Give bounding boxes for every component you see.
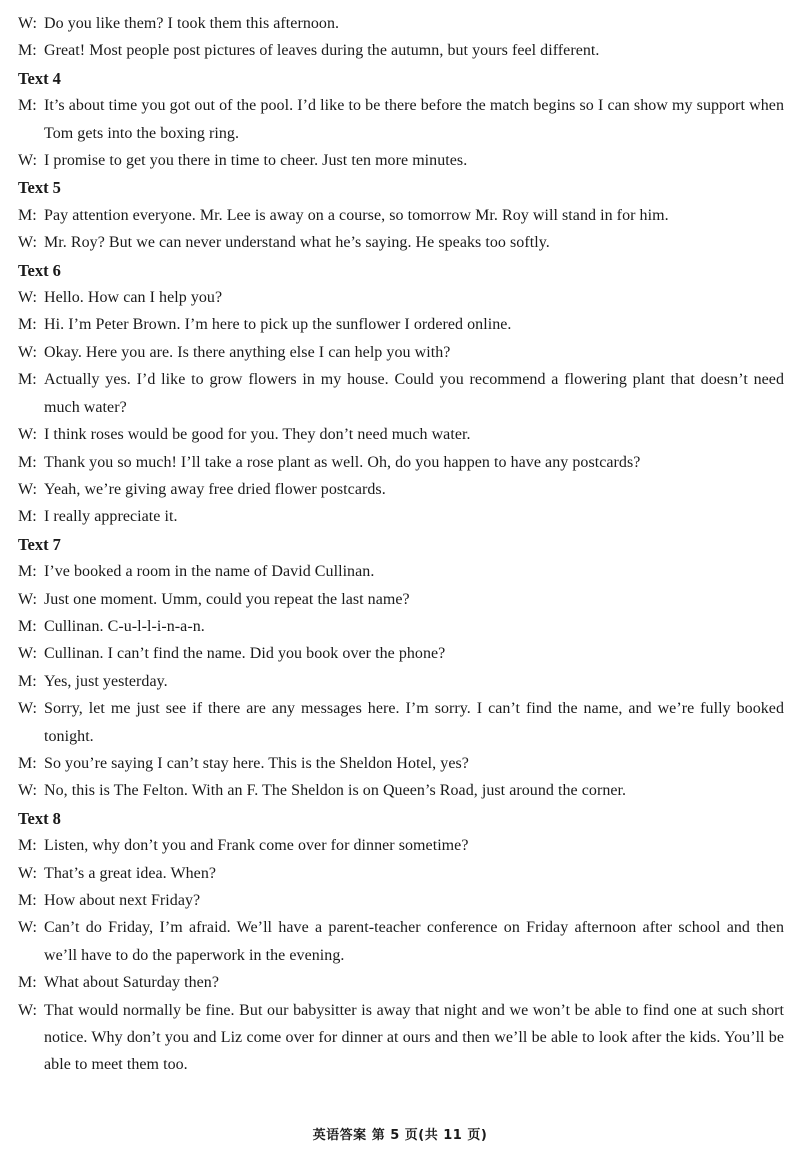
utterance-text: Yeah, we’re giving away free dried flower postcards. bbox=[44, 480, 386, 498]
speaker-label: M: bbox=[18, 316, 37, 334]
speaker-label: W: bbox=[18, 700, 37, 718]
speaker-label: M: bbox=[18, 42, 37, 60]
speaker-label: W: bbox=[18, 234, 37, 252]
dialogue-line bbox=[18, 695, 784, 750]
speaker-label: W: bbox=[18, 645, 37, 663]
speaker-label: M: bbox=[18, 453, 37, 471]
dialogue-line bbox=[18, 668, 784, 695]
utterance-text: Sorry, let me just see if there are any messages here. I’m sorry. I can’t find the name, and we’re fully booked tonight. bbox=[44, 700, 784, 745]
speaker-label: M: bbox=[18, 672, 37, 690]
dialogue-line bbox=[18, 421, 784, 448]
dialogue-line bbox=[18, 229, 784, 256]
utterance-text: Pay attention everyone. Mr. Lee is away on a course, so tomorrow Mr. Roy will stand in for him. bbox=[44, 206, 669, 224]
utterance-text: That’s a great idea. When? bbox=[44, 864, 217, 882]
dialogue-line bbox=[18, 613, 784, 640]
speaker-label: M: bbox=[18, 892, 37, 909]
speaker-label: W: bbox=[18, 152, 37, 170]
dialogue-line bbox=[18, 640, 784, 667]
dialogue-line bbox=[18, 750, 784, 777]
dialogue-line bbox=[18, 887, 784, 914]
speaker-label: W: bbox=[18, 590, 37, 608]
dialogue-line bbox=[18, 339, 784, 366]
utterance-text: That would normally be fine. But our babysitter is away that night and we won’t be able to find one at such short notice. Why don’t you and Liz come over for dinner at ours and then we’ll be able to look after the kids. You’ll be able to meet them too. bbox=[44, 1001, 784, 1074]
utterance-text: No, this is The Felton. With an F. The Sheldon is on Queen’s Road, just around the corner. bbox=[44, 782, 627, 800]
speaker-label: M: bbox=[18, 837, 37, 855]
dialogue-line bbox=[18, 147, 784, 174]
speaker-label: W: bbox=[18, 15, 37, 32]
utterance-text: Cullinan. C-u-l-l-i-n-a-n. bbox=[44, 617, 205, 635]
dialogue-line bbox=[18, 449, 784, 476]
utterance-text: So you’re saying I can’t stay here. This is the Sheldon Hotel, yes? bbox=[44, 754, 469, 772]
speaker-label: M: bbox=[18, 371, 37, 389]
speaker-label: W: bbox=[18, 864, 37, 882]
section-heading: Text 6 bbox=[18, 260, 61, 280]
page-footer: 英语答案 第 5 页(共 11 页) bbox=[312, 1128, 488, 1143]
dialogue-line bbox=[18, 914, 784, 969]
speaker-label: W: bbox=[18, 1001, 37, 1019]
speaker-label: W: bbox=[18, 919, 37, 937]
utterance-text: I think roses would be good for you. They don’t need much water. bbox=[44, 426, 471, 444]
utterance-text: Can’t do Friday, I’m afraid. We’ll have a parent-teacher conference on Friday afternoon after school and then we’ll have to do the paperwork in the evening. bbox=[44, 919, 784, 964]
section-heading: Text 4 bbox=[18, 68, 61, 88]
utterance-text: How about next Friday? bbox=[44, 892, 201, 909]
utterance-text: I’ve booked a room in the name of David Cullinan. bbox=[44, 563, 375, 581]
speaker-label: W: bbox=[18, 480, 37, 498]
transcript-document bbox=[18, 10, 784, 1079]
dialogue-line bbox=[18, 476, 784, 503]
dialogue-line bbox=[18, 366, 784, 421]
utterance-text: What about Saturday then? bbox=[44, 974, 219, 992]
utterance-text: Actually yes. I’d like to grow flowers in my house. Could you recommend a flowering plant that doesn’t need much water? bbox=[44, 371, 784, 416]
section-heading: Text 7 bbox=[18, 534, 61, 554]
dialogue-line bbox=[18, 586, 784, 613]
utterance-text: Listen, why don’t you and Frank come over for dinner sometime? bbox=[44, 837, 469, 855]
speaker-label: W: bbox=[18, 343, 37, 361]
dialogue-line bbox=[18, 503, 784, 530]
section-heading: Text 8 bbox=[18, 808, 61, 828]
utterance-text: Thank you so much! I’ll take a rose plant as well. Oh, do you happen to have any postcards? bbox=[44, 453, 641, 471]
utterance-text: I really appreciate it. bbox=[44, 508, 178, 526]
utterance-text: Great! Most people post pictures of leaves during the autumn, but yours feel different. bbox=[44, 42, 600, 60]
speaker-label: W: bbox=[18, 426, 37, 444]
section-heading: Text 5 bbox=[18, 178, 61, 198]
dialogue-line bbox=[18, 37, 784, 64]
speaker-label: M: bbox=[18, 97, 37, 115]
utterance-text: Hello. How can I help you? bbox=[44, 289, 223, 307]
utterance-text: Okay. Here you are. Is there anything else I can help you with? bbox=[44, 343, 451, 361]
dialogue-line bbox=[18, 558, 784, 585]
dialogue-line bbox=[18, 10, 784, 37]
utterance-text: Hi. I’m Peter Brown. I’m here to pick up the sunflower I ordered online. bbox=[44, 316, 512, 334]
dialogue-line bbox=[18, 832, 784, 859]
dialogue-line bbox=[18, 311, 784, 338]
utterance-text: Yes, just yesterday. bbox=[44, 672, 168, 690]
utterance-text: Cullinan. I can’t find the name. Did you book over the phone? bbox=[44, 645, 446, 663]
speaker-label: M: bbox=[18, 563, 37, 581]
utterance-text: I promise to get you there in time to cheer. Just ten more minutes. bbox=[44, 152, 468, 170]
dialogue-line bbox=[18, 860, 784, 887]
speaker-label: M: bbox=[18, 508, 37, 526]
speaker-label: W: bbox=[18, 289, 37, 307]
speaker-label: M: bbox=[18, 754, 37, 772]
dialogue-line bbox=[18, 284, 784, 311]
dialogue-line bbox=[18, 969, 784, 996]
speaker-label: M: bbox=[18, 974, 37, 992]
utterance-text: Just one moment. Umm, could you repeat the last name? bbox=[44, 590, 410, 608]
dialogue-line bbox=[18, 777, 784, 804]
dialogue-line bbox=[18, 997, 784, 1079]
dialogue-line bbox=[18, 202, 784, 229]
speaker-label: W: bbox=[18, 782, 37, 800]
speaker-label: M: bbox=[18, 617, 37, 635]
utterance-text: Do you like them? I took them this afternoon. bbox=[44, 15, 340, 32]
speaker-label: M: bbox=[18, 206, 37, 224]
utterance-text: It’s about time you got out of the pool. I’d like to be there before the match begins so I can show my support when Tom gets into the boxing ring. bbox=[44, 97, 784, 142]
utterance-text: Mr. Roy? But we can never understand what he’s saying. He speaks too softly. bbox=[44, 234, 550, 252]
dialogue-line bbox=[18, 92, 784, 147]
